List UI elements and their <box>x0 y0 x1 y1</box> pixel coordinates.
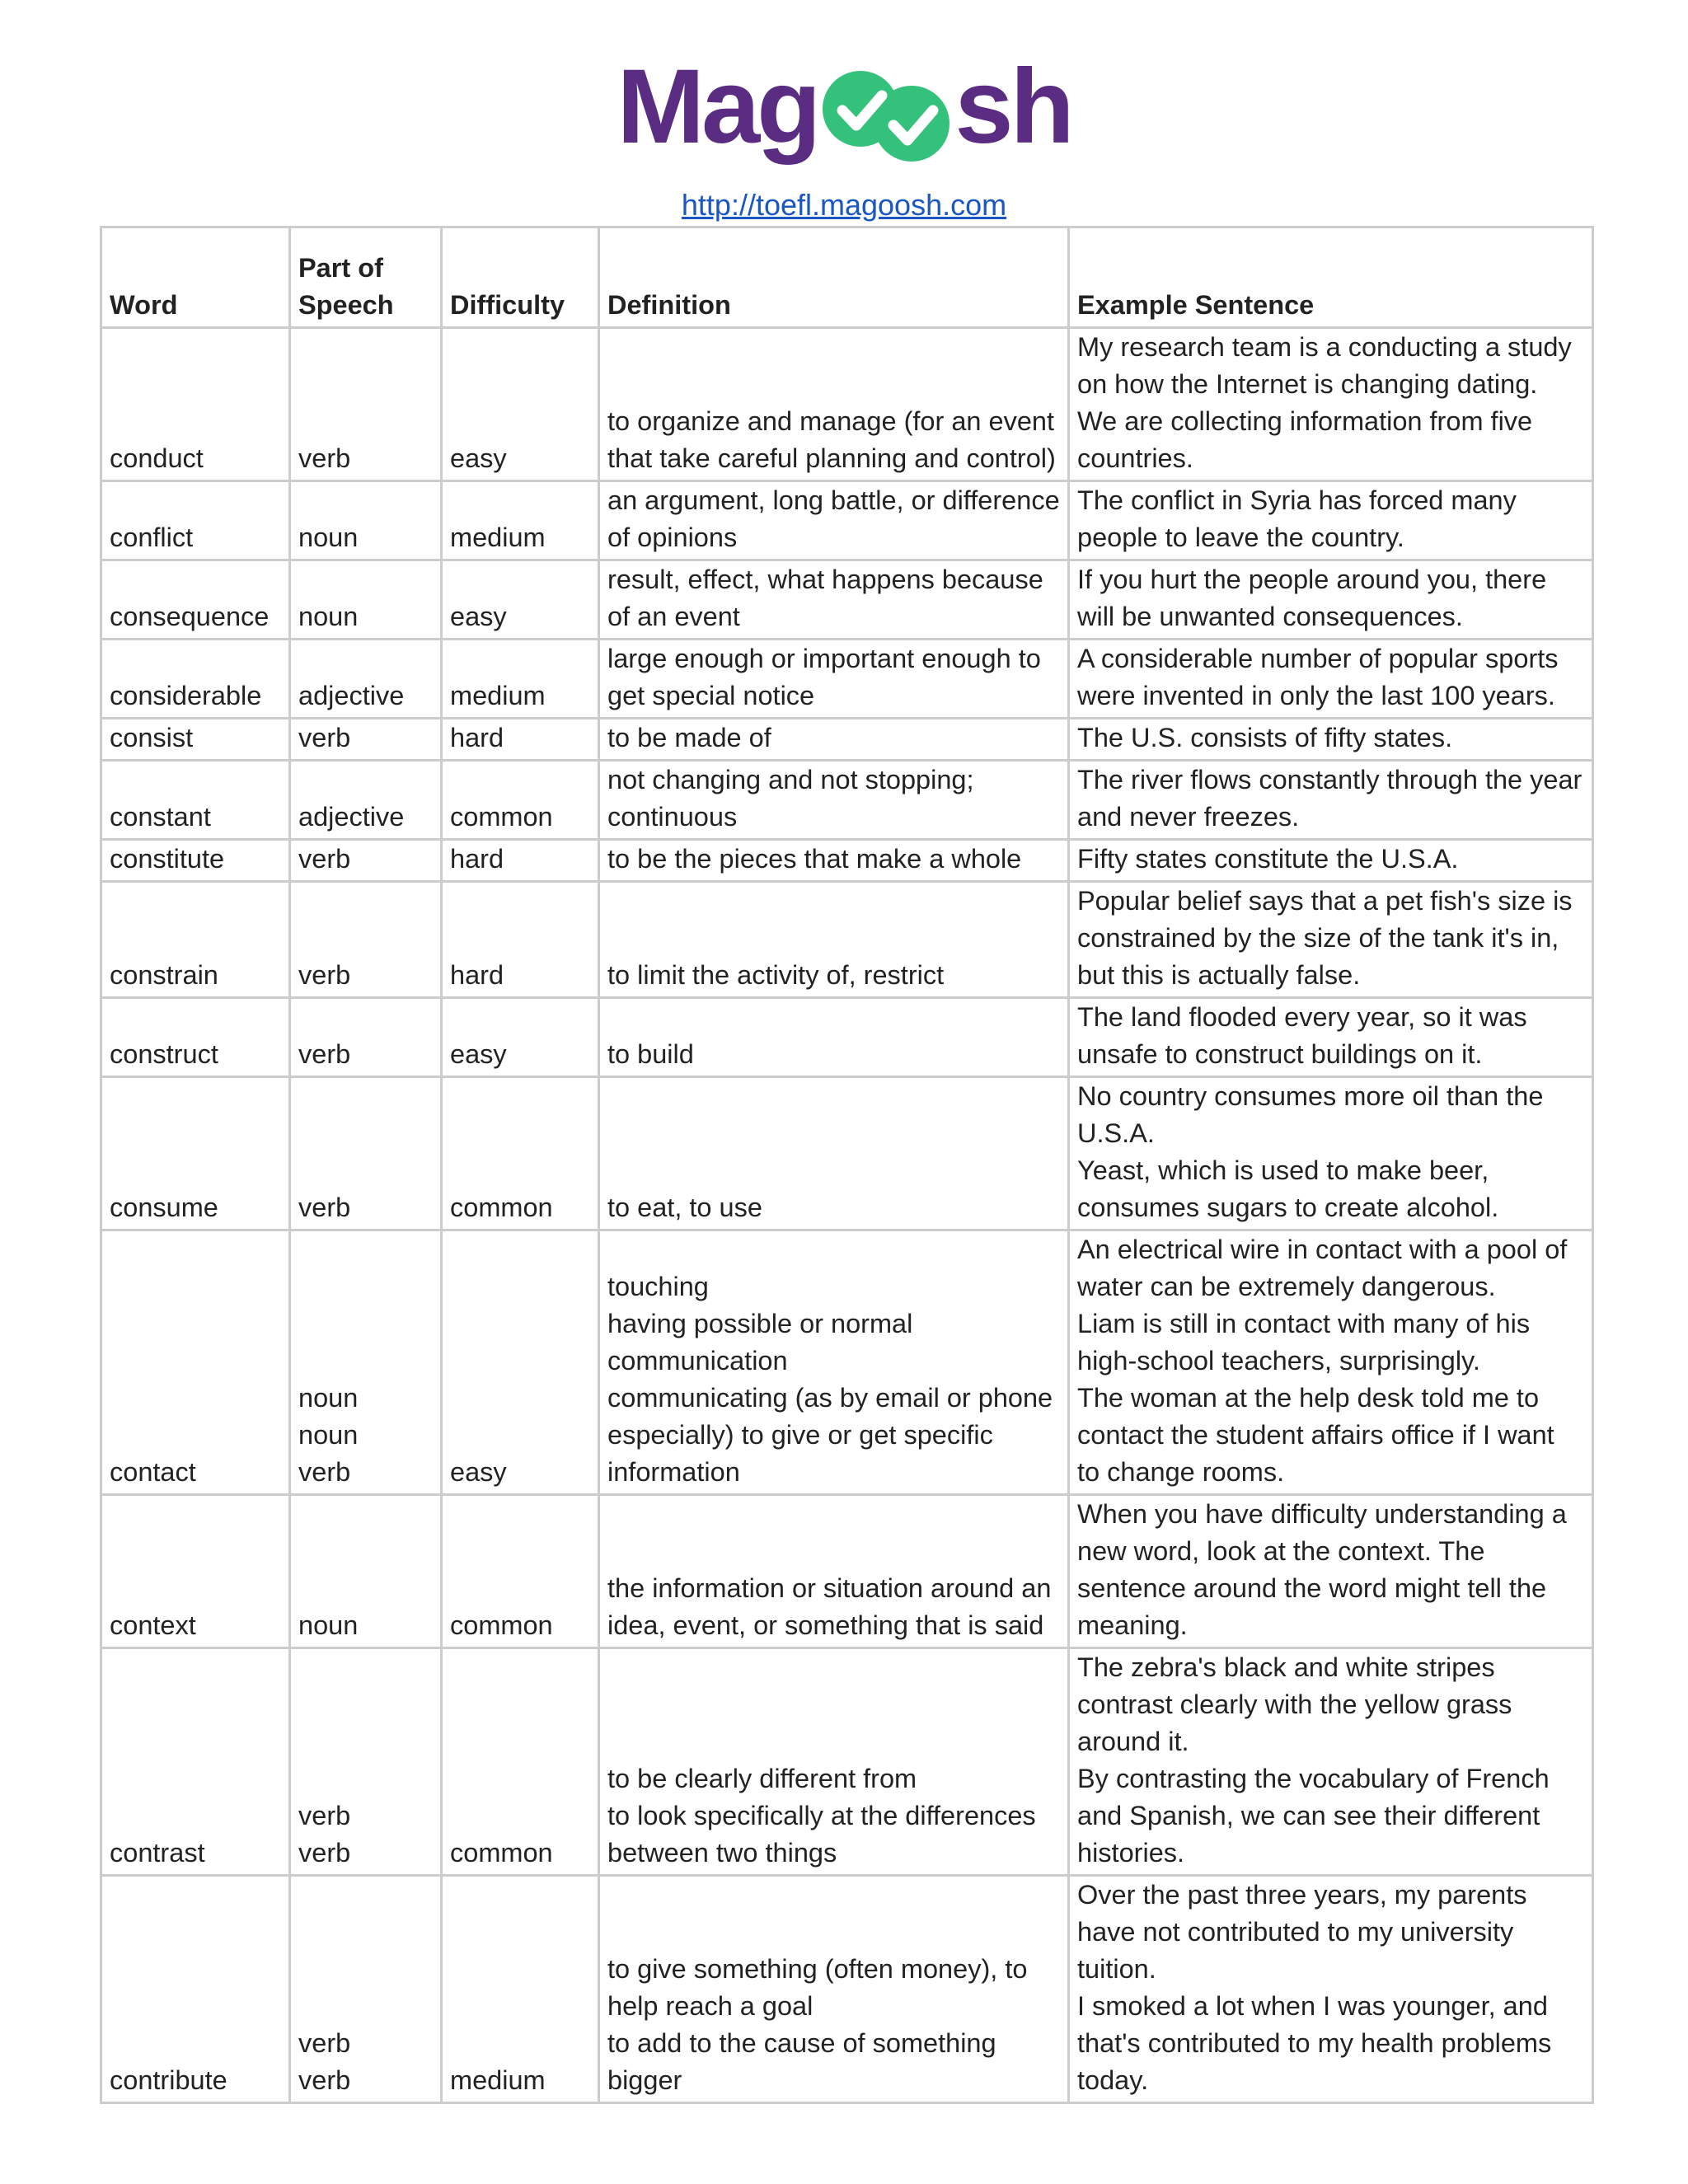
table-row <box>101 1876 1593 2103</box>
cell-word: context <box>101 1495 290 1648</box>
magoosh-logo <box>617 49 1071 165</box>
cell-example: Over the past three years, my parents have not contributed to my university tuition. I smoked a lot when I was younger, and that's contributed to my health problems today. <box>1069 1876 1593 2103</box>
site-url-link[interactable]: http://toefl.magoosh.com <box>681 188 1007 222</box>
cell-difficulty: hard <box>442 719 599 761</box>
header-word: Word <box>101 227 290 328</box>
header-definition: Definition <box>599 227 1069 328</box>
cell-definition: result, effect, what happens because of an event <box>599 560 1069 640</box>
cell-word: constant <box>101 761 290 840</box>
cell-difficulty: easy <box>442 1230 599 1495</box>
cell-definition: touching having possible or normal communication communicating (as by email or phone especially) to give or get specific information <box>599 1230 1069 1495</box>
cell-definition: to limit the activity of, restrict <box>599 882 1069 998</box>
cell-word: contribute <box>101 1876 290 2103</box>
cell-example: An electrical wire in contact with a pool of water can be extremely dangerous. Liam is still in contact with many of his high-school teachers, surprisingly. The woman at the help desk told me to contact the student affairs office if I want to change rooms. <box>1069 1230 1593 1495</box>
cell-word: consequence <box>101 560 290 640</box>
cell-part-of-speech: verb <box>290 998 442 1077</box>
cell-part-of-speech: verb verb <box>290 1876 442 2103</box>
cell-example: Popular belief says that a pet fish's size is constrained by the size of the tank it's in, but this is actually false. <box>1069 882 1593 998</box>
cell-part-of-speech: noun noun verb <box>290 1230 442 1495</box>
cell-difficulty: medium <box>442 1876 599 2103</box>
cell-definition: to eat, to use <box>599 1077 1069 1230</box>
cell-definition: to be the pieces that make a whole <box>599 840 1069 882</box>
table-header-row <box>101 227 1593 328</box>
cell-difficulty: hard <box>442 882 599 998</box>
cell-example: The land flooded every year, so it was unsafe to construct buildings on it. <box>1069 998 1593 1077</box>
cell-word: constitute <box>101 840 290 882</box>
table-row <box>101 719 1593 761</box>
cell-part-of-speech: noun <box>290 1495 442 1648</box>
table-row <box>101 840 1593 882</box>
cell-difficulty: hard <box>442 840 599 882</box>
cell-word: constrain <box>101 882 290 998</box>
header-example-sentence: Example Sentence <box>1069 227 1593 328</box>
cell-definition: to build <box>599 998 1069 1077</box>
cell-definition: the information or situation around an idea, event, or something that is said <box>599 1495 1069 1648</box>
cell-definition: to organize and manage (for an event that take careful planning and control) <box>599 328 1069 481</box>
table-row <box>101 1648 1593 1876</box>
cell-part-of-speech: verb <box>290 1077 442 1230</box>
table-row <box>101 882 1593 998</box>
cell-difficulty: easy <box>442 998 599 1077</box>
table-row <box>101 481 1593 560</box>
header-difficulty: Difficulty <box>442 227 599 328</box>
table-row <box>101 640 1593 719</box>
cell-difficulty: medium <box>442 481 599 560</box>
table-row <box>101 328 1593 481</box>
cell-example: The river flows constantly through the year and never freezes. <box>1069 761 1593 840</box>
header-part-of-speech: Part of Speech <box>290 227 442 328</box>
cell-example: The conflict in Syria has forced many people to leave the country. <box>1069 481 1593 560</box>
cell-part-of-speech: noun <box>290 560 442 640</box>
cell-difficulty: medium <box>442 640 599 719</box>
cell-part-of-speech: verb <box>290 882 442 998</box>
cell-definition: not changing and not stopping; continuous <box>599 761 1069 840</box>
cell-example: No country consumes more oil than the U.S.A. Yeast, which is used to make beer, consumes sugars to create alcohol. <box>1069 1077 1593 1230</box>
cell-definition: to give something (often money), to help reach a goal to add to the cause of something bigger <box>599 1876 1069 2103</box>
cell-word: considerable <box>101 640 290 719</box>
cell-difficulty: common <box>442 1495 599 1648</box>
cell-difficulty: common <box>442 761 599 840</box>
cell-difficulty: common <box>442 1077 599 1230</box>
cell-example: A considerable number of popular sports were invented in only the last 100 years. <box>1069 640 1593 719</box>
cell-definition: large enough or important enough to get special notice <box>599 640 1069 719</box>
cell-definition: to be made of <box>599 719 1069 761</box>
table-row <box>101 761 1593 840</box>
table-row <box>101 1495 1593 1648</box>
cell-definition: to be clearly different from to look specifically at the differences between two things <box>599 1648 1069 1876</box>
cell-example: Fifty states constitute the U.S.A. <box>1069 840 1593 882</box>
table-body <box>101 328 1593 2103</box>
cell-word: conflict <box>101 481 290 560</box>
cell-difficulty: easy <box>442 328 599 481</box>
logo-text-right: sh <box>954 48 1071 166</box>
page-header <box>0 49 1688 223</box>
vocabulary-table <box>100 226 1594 2104</box>
cell-difficulty: common <box>442 1648 599 1876</box>
cell-difficulty: easy <box>442 560 599 640</box>
cell-part-of-speech: verb <box>290 840 442 882</box>
logo-text-left: Mag <box>617 48 818 166</box>
table-row <box>101 560 1593 640</box>
cell-example: The zebra's black and white stripes contrast clearly with the yellow grass around it. By contrasting the vocabulary of French and Spanish, we can see their different histories. <box>1069 1648 1593 1876</box>
cell-part-of-speech: adjective <box>290 640 442 719</box>
cell-part-of-speech: verb <box>290 328 442 481</box>
cell-definition: an argument, long battle, or difference of opinions <box>599 481 1069 560</box>
table-row <box>101 998 1593 1077</box>
cell-word: consist <box>101 719 290 761</box>
cell-word: contrast <box>101 1648 290 1876</box>
cell-part-of-speech: adjective <box>290 761 442 840</box>
cell-word: construct <box>101 998 290 1077</box>
cell-word: contact <box>101 1230 290 1495</box>
table-row <box>101 1077 1593 1230</box>
cell-example: My research team is a conducting a study on how the Internet is changing dating. We are collecting information from five countries. <box>1069 328 1593 481</box>
cell-word: conduct <box>101 328 290 481</box>
cell-word: consume <box>101 1077 290 1230</box>
cell-part-of-speech: verb verb <box>290 1648 442 1876</box>
logo-double-check-icon <box>819 49 953 165</box>
cell-example: When you have difficulty understanding a new word, look at the context. The sentence around the word might tell the meaning. <box>1069 1495 1593 1648</box>
cell-example: If you hurt the people around you, there will be unwanted consequences. <box>1069 560 1593 640</box>
cell-part-of-speech: verb <box>290 719 442 761</box>
table-row <box>101 1230 1593 1495</box>
cell-part-of-speech: noun <box>290 481 442 560</box>
cell-example: The U.S. consists of fifty states. <box>1069 719 1593 761</box>
